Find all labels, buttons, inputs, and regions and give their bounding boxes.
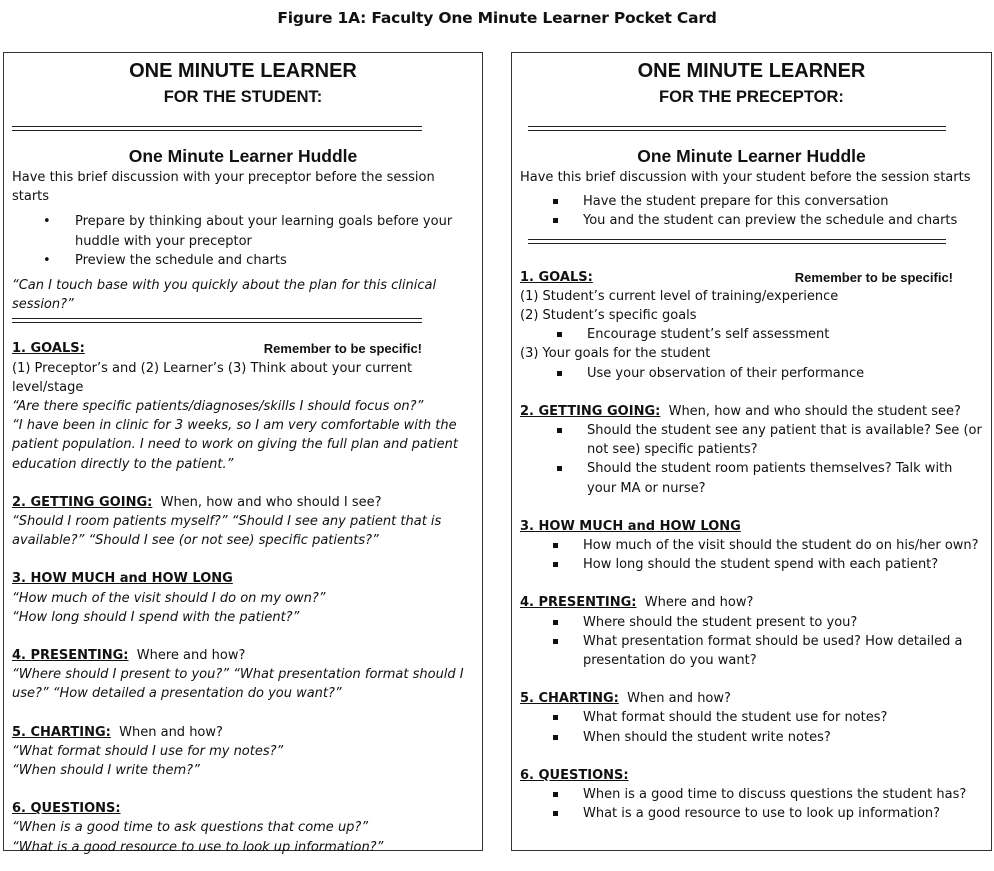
questions-question: “What is a good resource to use to look up information?” [12, 839, 384, 855]
student-card [3, 52, 483, 855]
charting-bullet: What format should the student use for notes? [520, 708, 983, 727]
goals-item: (3) Your goals for the student [520, 346, 711, 362]
figure-title: Figure 1A: Faculty One Minute Learner Pocket Card [277, 9, 717, 27]
student-card-title: ONE MINUTE LEARNER [129, 60, 357, 82]
huddle-intro: Have this brief discussion with your preceptor before the session starts [12, 170, 435, 205]
preceptor-card [511, 52, 992, 851]
preceptor-card-title: ONE MINUTE LEARNER [637, 60, 866, 82]
how-much-question: “How much of the visit should I do on my own?” [12, 590, 326, 606]
how-much-heading: 3. HOW MUCH and HOW LONG [12, 571, 233, 587]
getting-going-bullet: Should the student see any patient that is available? See (or not see) specific patients? [520, 421, 983, 459]
questions-heading: 6. QUESTIONS: [520, 767, 629, 783]
goals-item: (1) Student’s current level of training/experience [520, 288, 839, 304]
presenting-bullet: What presentation format should be used? How detailed a presentation do you want? [520, 632, 983, 670]
presenting-section [12, 646, 474, 665]
presenting-bullet: Where should the student present to you? [520, 613, 983, 632]
goals-item: (2) Student’s specific goals [520, 308, 697, 324]
goals-heading: 1. GOALS: [12, 341, 85, 357]
huddle-intro: Have this brief discussion with your student before the session starts [520, 170, 971, 185]
student-card-subtitle: FOR THE STUDENT: [163, 88, 323, 106]
huddle-title: One Minute Learner Huddle [637, 146, 866, 166]
charting-section [520, 689, 983, 708]
how-much-bullet: How long should the student spend with each patient? [520, 555, 983, 574]
charting-text: When and how? [119, 724, 223, 740]
how-much-heading: 3. HOW MUCH and HOW LONG [520, 518, 741, 534]
goals-header [12, 339, 474, 358]
charting-heading: 5. CHARTING: [12, 724, 111, 740]
getting-going-section [520, 402, 983, 421]
charting-heading: 5. CHARTING: [520, 691, 619, 707]
huddle-bullet: • Preview the schedule and charts [43, 252, 287, 268]
getting-going-questions: “Should I room patients myself?” “Should I see any patient that is available?” “Should I see (or not see) specific patients?” [12, 514, 442, 549]
charting-question: “What format should I use for my notes?” [12, 743, 284, 759]
reminder-text: Remember to be specific! [263, 341, 422, 357]
how-much-bullet: How much of the visit should the student do on his/her own? [520, 536, 983, 555]
charting-section [12, 723, 474, 742]
questions-question: “When is a good time to ask questions that come up?” [12, 820, 369, 836]
getting-going-text: When, how and who should the student see? [668, 403, 961, 419]
charting-bullet: When should the student write notes? [520, 728, 983, 747]
goals-bullet: Encourage student’s self assessment [520, 325, 983, 344]
how-long-question: “How long should I spend with the patient?” [12, 609, 300, 625]
presenting-questions: “Where should I present to you?” “What presentation format should I use?” “How detailed a presentation do you want?” [12, 667, 464, 702]
getting-going-text: When, how and who should I see? [160, 494, 382, 510]
presenting-text: Where and how? [136, 648, 246, 664]
getting-going-section [12, 493, 474, 512]
getting-going-bullet: Should the student room patients themselves? Talk with your MA or nurse? [520, 459, 983, 497]
presenting-section [520, 593, 983, 612]
getting-going-heading: 2. GETTING GOING: [520, 403, 661, 419]
questions-bullet: When is a good time to discuss questions the student has? [520, 785, 983, 804]
presenting-heading: 4. PRESENTING: [12, 648, 129, 664]
goals-bullet: Use your observation of their performance [520, 364, 983, 383]
questions-bullet: What is a good resource to use to look up information? [520, 804, 983, 823]
huddle-title: One Minute Learner Huddle [128, 146, 358, 166]
goals-question: “Are there specific patients/diagnoses/skills I should focus on?” [12, 399, 424, 415]
presenting-heading: 4. PRESENTING: [520, 595, 637, 611]
huddle-bullet: You and the student can preview the schedule and charts [520, 211, 983, 230]
huddle-bullet: Have the student prepare for this conversation [520, 192, 983, 211]
charting-text: When and how? [627, 691, 731, 707]
preceptor-card-subtitle: FOR THE PRECEPTOR: [659, 88, 844, 106]
getting-going-heading: 2. GETTING GOING: [12, 494, 153, 510]
presenting-text: Where and how? [644, 595, 754, 611]
charting-question: “When should I write them?” [12, 763, 200, 779]
goals-text: (1) Preceptor’s and (2) Learner’s (3) Think about your current level/stage [12, 360, 413, 395]
goals-heading: 1. GOALS: [520, 269, 593, 285]
goals-example: “I have been in clinic for 3 weeks, so I am very comfortable with the patient population. I need to work on giving the full plan and patient education directly to the patient.” [12, 418, 459, 472]
reminder-text: Remember to be specific! [794, 269, 953, 285]
goals-header [520, 268, 983, 287]
questions-heading: 6. QUESTIONS: [12, 801, 121, 817]
huddle-bullet: • Prepare by thinking about your learning goals before your huddle with your preceptor [43, 214, 453, 249]
huddle-quote: “Can I touch base with you quickly about the plan for this clinical session?” [12, 278, 437, 313]
